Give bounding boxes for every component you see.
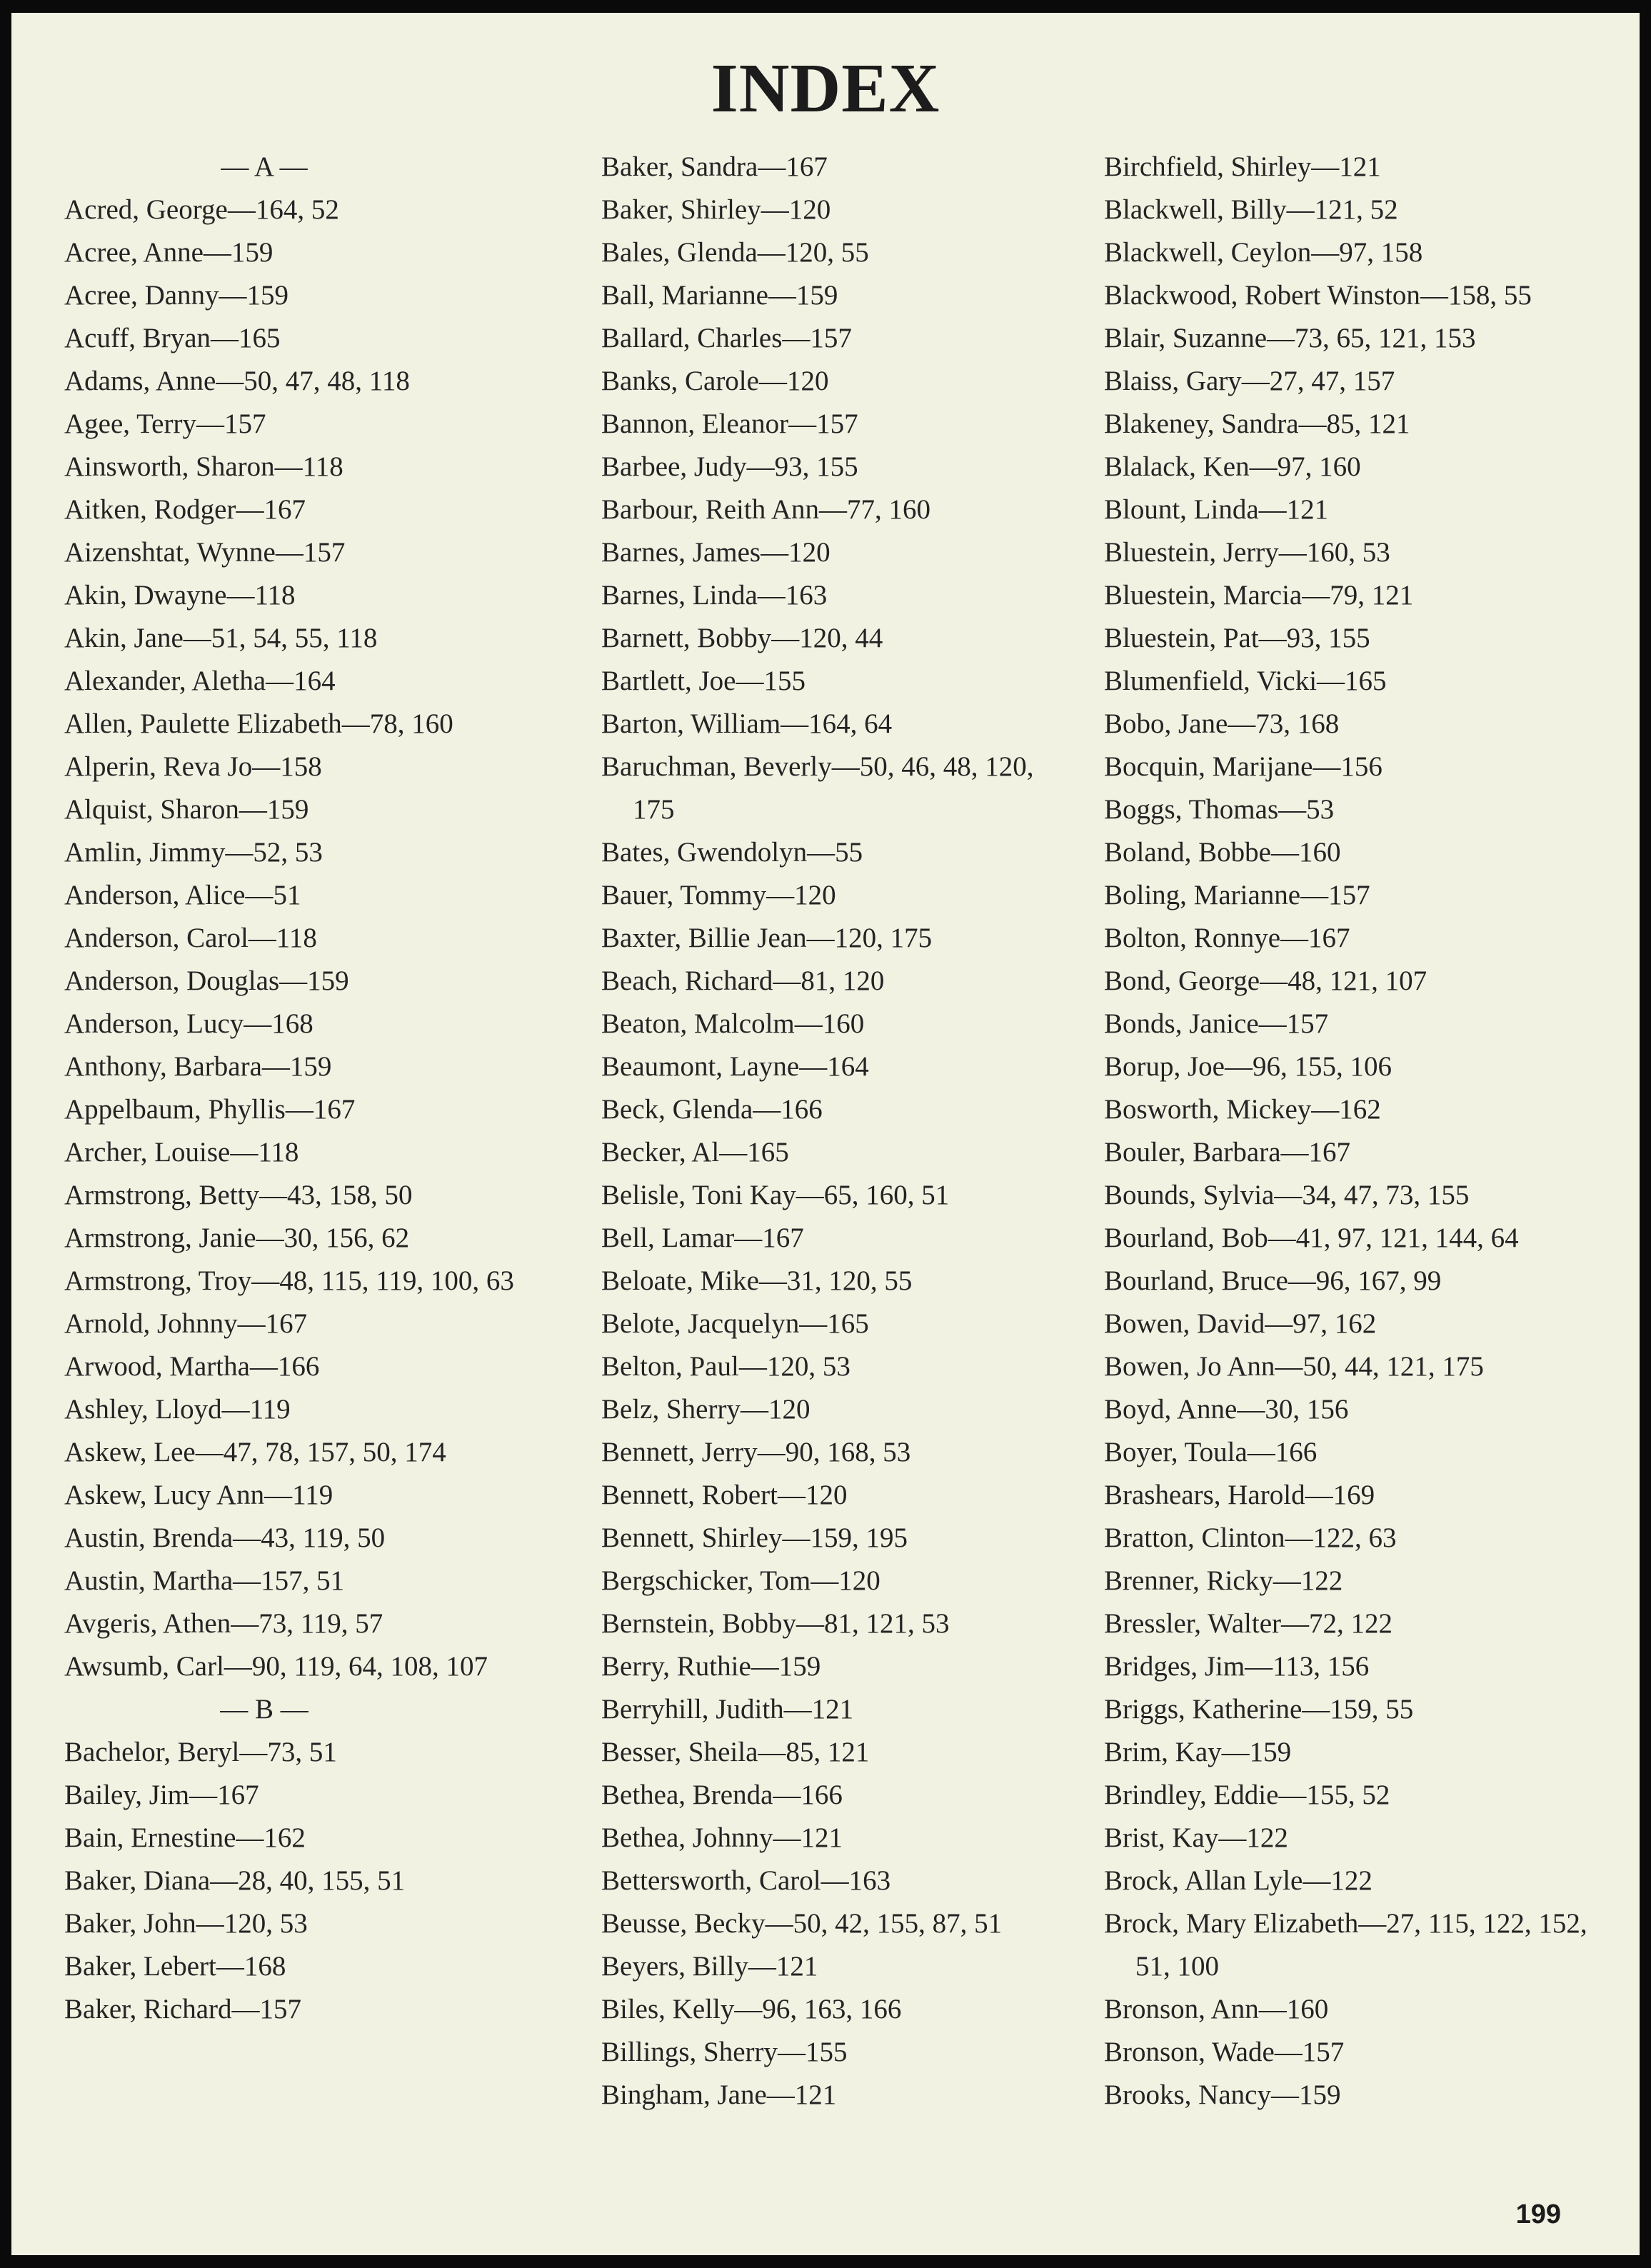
index-entry: Askew, Lucy Ann—119 [64, 1480, 333, 1510]
index-entry: Akin, Jane—51, 54, 55, 118 [64, 623, 378, 653]
index-column-2 [601, 146, 1065, 2117]
index-entry: Ainsworth, Sharon—118 [64, 451, 343, 482]
index-entry: Boland, Bobbe—160 [1104, 837, 1341, 868]
index-entry: Bales, Glenda—120, 55 [601, 237, 869, 268]
index-entry: Bell, Lamar—167 [601, 1223, 804, 1253]
index-entry: Ball, Marianne—159 [601, 280, 838, 311]
index-entry: Alexander, Aletha—164 [64, 666, 336, 696]
index-entry: Boling, Marianne—157 [1104, 880, 1370, 910]
index-entry: Bronson, Wade—157 [1104, 2037, 1345, 2067]
index-entry: Beach, Richard—81, 120 [601, 965, 885, 996]
index-entry: Belote, Jacquelyn—165 [601, 1308, 869, 1339]
index-entry: Bennett, Robert—120 [601, 1480, 848, 1510]
index-entry: Adams, Anne—50, 47, 48, 118 [64, 366, 410, 396]
index-entry: Baxter, Billie Jean—120, 175 [601, 923, 933, 953]
index-entry: Beusse, Becky—50, 42, 155, 87, 51 [601, 1908, 1003, 1939]
index-entry: Brenner, Ricky—122 [1104, 1565, 1343, 1596]
index-entry: Bates, Gwendolyn—55 [601, 837, 863, 868]
index-entry: Bettersworth, Carol—163 [601, 1865, 891, 1896]
index-entry: Acred, George—164, 52 [64, 194, 339, 225]
index-entry: Armstrong, Janie—30, 156, 62 [64, 1223, 410, 1253]
index-entry: Bauer, Tommy—120 [601, 880, 836, 910]
index-entry: Berry, Ruthie—159 [601, 1651, 821, 1682]
index-entry: Belton, Paul—120, 53 [601, 1351, 850, 1382]
section-letter-heading: — B — [220, 1694, 308, 1725]
index-entry: Barnes, Linda—163 [601, 580, 828, 611]
index-entry: Acuff, Bryan—165 [64, 323, 281, 353]
index-entry: Aizenshtat, Wynne—157 [64, 537, 346, 568]
index-entry: Arwood, Martha—166 [64, 1351, 320, 1382]
index-entry: Bachelor, Beryl—73, 51 [64, 1737, 337, 1767]
index-entry: Bourland, Bob—41, 97, 121, 144, 64 [1104, 1223, 1519, 1253]
index-entry: Bennett, Jerry—90, 168, 53 [601, 1437, 911, 1467]
index-entry: Bailey, Jim—167 [64, 1780, 259, 1810]
index-entry: Blalack, Ken—97, 160 [1104, 451, 1361, 482]
index-entry: Allen, Paulette Elizabeth—78, 160 [64, 708, 453, 739]
index-entry: Bennett, Shirley—159, 195 [601, 1522, 908, 1553]
index-entry: Alquist, Sharon—159 [64, 794, 309, 825]
index-entry: Ashley, Lloyd—119 [64, 1394, 291, 1425]
index-entry: Brim, Kay—159 [1104, 1737, 1292, 1767]
page-number: 199 [1515, 2199, 1561, 2229]
index-entry: Avgeris, Athen—73, 119, 57 [64, 1608, 383, 1639]
index-entry: Brashears, Harold—169 [1104, 1480, 1375, 1510]
index-entry: Blackwell, Billy—121, 52 [1104, 194, 1398, 225]
index-entry: Besser, Sheila—85, 121 [601, 1737, 870, 1767]
index-entry: Boyer, Toula—166 [1104, 1437, 1318, 1467]
page-title: INDEX [711, 50, 940, 127]
index-entry: Bartlett, Joe—155 [601, 666, 806, 696]
index-entry: Bronson, Ann—160 [1104, 1994, 1329, 2024]
index-entry: Becker, Al—165 [601, 1137, 789, 1168]
index-entry: Blumenfield, Vicki—165 [1104, 666, 1387, 696]
index-entry: Baker, Richard—157 [64, 1994, 302, 2024]
index-entry: Baker, John—120, 53 [64, 1908, 308, 1939]
index-entry: Bethea, Brenda—166 [601, 1780, 843, 1810]
index-entry: Bressler, Walter—72, 122 [1104, 1608, 1392, 1639]
index-entry: Barton, William—164, 64 [601, 708, 893, 739]
index-entry: Bridges, Jim—113, 156 [1104, 1651, 1370, 1682]
index-entry: Amlin, Jimmy—52, 53 [64, 837, 323, 868]
index-entry: Brock, Mary Elizabeth—27, 115, 122, 152, 51, 100 [1104, 1908, 1587, 1982]
index-entry: Aitken, Rodger—167 [64, 494, 306, 525]
index-entry: Baker, Sandra—167 [601, 151, 828, 182]
index-entry: Billings, Sherry—155 [601, 2037, 848, 2067]
index-entry: Baker, Lebert—168 [64, 1951, 286, 1982]
index-entry: Blaiss, Gary—27, 47, 157 [1104, 366, 1395, 396]
index-entry: Archer, Louise—118 [64, 1137, 299, 1168]
index-entry: Bannon, Eleanor—157 [601, 408, 858, 439]
index-entry: Blair, Suzanne—73, 65, 121, 153 [1104, 323, 1476, 353]
index-entry: Brock, Allan Lyle—122 [1104, 1865, 1373, 1896]
index-entry: Baruchman, Beverly—50, 46, 48, 120, 175 [601, 751, 1034, 825]
index-entry: Bluestein, Marcia—79, 121 [1104, 580, 1414, 611]
index-entry: Bingham, Jane—121 [601, 2079, 837, 2110]
index-entry: Bratton, Clinton—122, 63 [1104, 1522, 1397, 1553]
index-entry: Brindley, Eddie—155, 52 [1104, 1780, 1390, 1810]
index-entry: Askew, Lee—47, 78, 157, 50, 174 [64, 1437, 446, 1467]
index-entry: Armstrong, Betty—43, 158, 50 [64, 1180, 413, 1210]
index-entry: Bocquin, Marijane—156 [1104, 751, 1382, 782]
index-entry: Baker, Shirley—120 [601, 194, 831, 225]
index-entry: Blackwell, Ceylon—97, 158 [1104, 237, 1423, 268]
index-entry: Bonds, Janice—157 [1104, 1008, 1329, 1039]
index-entry: Anthony, Barbara—159 [64, 1051, 332, 1082]
index-entry: Bowen, Jo Ann—50, 44, 121, 175 [1104, 1351, 1484, 1382]
index-entry: Bond, George—48, 121, 107 [1104, 965, 1427, 996]
index-entry: Barbee, Judy—93, 155 [601, 451, 858, 482]
index-entry: Blount, Linda—121 [1104, 494, 1329, 525]
index-entry: Borup, Joe—96, 155, 106 [1104, 1051, 1392, 1082]
index-entry: Bluestein, Jerry—160, 53 [1104, 537, 1390, 568]
index-entry: Belisle, Toni Kay—65, 160, 51 [601, 1180, 950, 1210]
index-entry: Acree, Anne—159 [64, 237, 274, 268]
index-entry: Bobo, Jane—73, 168 [1104, 708, 1340, 739]
index-entry: Anderson, Carol—118 [64, 923, 317, 953]
index-entry: Bluestein, Pat—93, 155 [1104, 623, 1370, 653]
index-entry: Blakeney, Sandra—85, 121 [1104, 408, 1410, 439]
index-entry: Awsumb, Carl—90, 119, 64, 108, 107 [64, 1651, 488, 1682]
index-entry: Beck, Glenda—166 [601, 1094, 823, 1125]
index-entry: Austin, Brenda—43, 119, 50 [64, 1522, 386, 1553]
index-entry: Belz, Sherry—120 [601, 1394, 811, 1425]
index-entry: Berryhill, Judith—121 [601, 1694, 854, 1725]
index-entry: Austin, Martha—157, 51 [64, 1565, 345, 1596]
index-entry: Bolton, Ronnye—167 [1104, 923, 1350, 953]
index-entry: Beaton, Malcolm—160 [601, 1008, 865, 1039]
index-entry: Alperin, Reva Jo—158 [64, 751, 322, 782]
index-entry: Brist, Kay—122 [1104, 1822, 1288, 1853]
index-entry: Anderson, Alice—51 [64, 880, 301, 910]
index-entry: Biles, Kelly—96, 163, 166 [601, 1994, 902, 2024]
index-entry: Bosworth, Mickey—162 [1104, 1094, 1381, 1125]
index-entry: Barnes, James—120 [601, 537, 830, 568]
index-entry: Ballard, Charles—157 [601, 323, 852, 353]
index-entry: Anderson, Lucy—168 [64, 1008, 313, 1039]
index-entry: Beaumont, Layne—164 [601, 1051, 869, 1082]
index-entry: Appelbaum, Phyllis—167 [64, 1094, 356, 1125]
index-entry: Acree, Danny—159 [64, 280, 289, 311]
index-entry: Bowen, David—97, 162 [1104, 1308, 1377, 1339]
index-entry: Agee, Terry—157 [64, 408, 266, 439]
section-letter-heading: — A — [221, 151, 308, 182]
index-entry: Armstrong, Troy—48, 115, 119, 100, 63 [64, 1265, 514, 1296]
index-entry: Barbour, Reith Ann—77, 160 [601, 494, 930, 525]
index-entry: Anderson, Douglas—159 [64, 965, 349, 996]
index-entry: Beyers, Billy—121 [601, 1951, 818, 1982]
index-entry: Bouler, Barbara—167 [1104, 1137, 1351, 1168]
index-entry: Arnold, Johnny—167 [64, 1308, 308, 1339]
index-entry: Beloate, Mike—31, 120, 55 [601, 1265, 913, 1296]
index-entry: Bergschicker, Tom—120 [601, 1565, 880, 1596]
index-entry: Boggs, Thomas—53 [1104, 794, 1335, 825]
index-entry: Birchfield, Shirley—121 [1104, 151, 1381, 182]
index-entry: Bain, Ernestine—162 [64, 1822, 306, 1853]
index-column-1 [64, 146, 564, 2031]
index-entry: Bernstein, Bobby—81, 121, 53 [601, 1608, 950, 1639]
index-entry: Bethea, Johnny—121 [601, 1822, 843, 1853]
index-entry: Akin, Dwayne—118 [64, 580, 296, 611]
index-entry: Blackwood, Robert Winston—158, 55 [1104, 280, 1532, 311]
index-entry: Bourland, Bruce—96, 167, 99 [1104, 1265, 1442, 1296]
index-entry: Bounds, Sylvia—34, 47, 73, 155 [1104, 1180, 1470, 1210]
index-entry: Barnett, Bobby—120, 44 [601, 623, 883, 653]
index-entry: Boyd, Anne—30, 156 [1104, 1394, 1349, 1425]
index-entry: Brooks, Nancy—159 [1104, 2079, 1341, 2110]
index-entry: Briggs, Katherine—159, 55 [1104, 1694, 1414, 1725]
index-entry: Banks, Carole—120 [601, 366, 829, 396]
index-entry: Baker, Diana—28, 40, 155, 51 [64, 1865, 406, 1896]
index-column-3 [1104, 146, 1604, 2117]
